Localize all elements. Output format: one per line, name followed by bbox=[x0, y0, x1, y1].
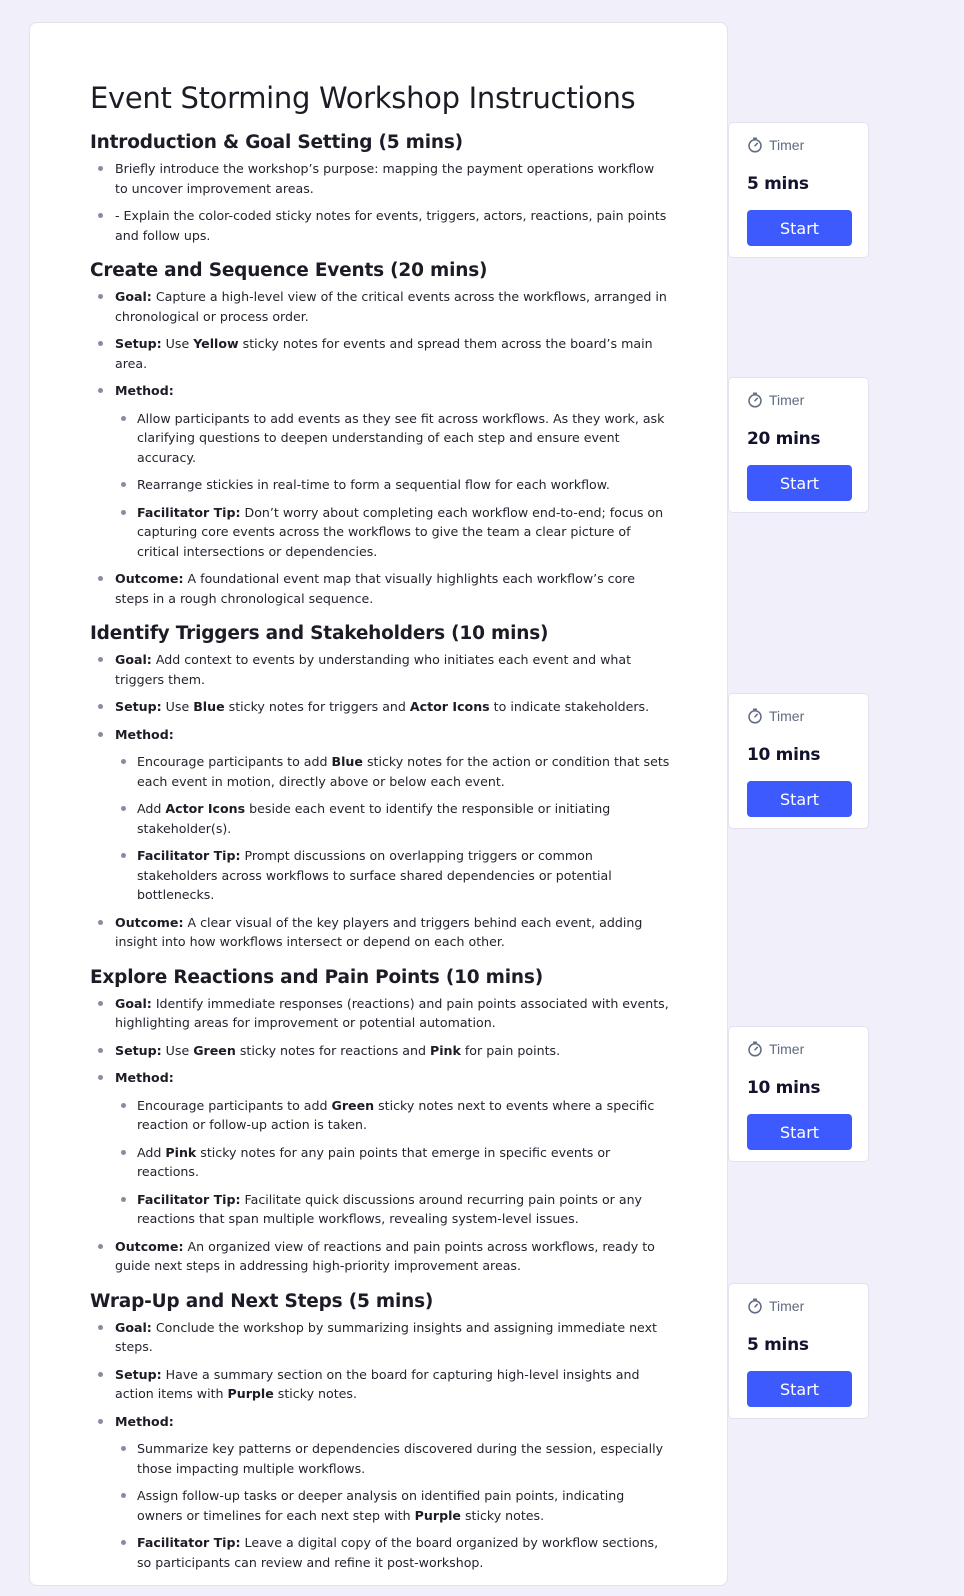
workshop-section bbox=[90, 623, 670, 952]
body-text: Leave a digital copy of the board organized by workflow sections, so participants can review and refine it post-workshop. bbox=[137, 1535, 659, 1570]
emphasis-text: Yellow bbox=[193, 336, 239, 351]
list-item bbox=[90, 206, 670, 245]
body-text: Have a summary section on the board for capturing high-level insights and action items with bbox=[115, 1366, 640, 1401]
method-step bbox=[115, 799, 670, 838]
emphasis-text: Facilitator Tip: bbox=[137, 1535, 241, 1550]
emphasis-text: Green bbox=[331, 1097, 375, 1113]
emphasis-text: Method: bbox=[115, 726, 174, 742]
timer-label: Timer bbox=[769, 708, 805, 724]
stopwatch-icon bbox=[747, 137, 763, 153]
emphasis-text: Method: bbox=[115, 383, 174, 398]
emphasis-text: Setup: bbox=[115, 336, 162, 351]
timer-card bbox=[728, 377, 869, 513]
body-text: Briefly introduce the workshop’s purpose: mapping the payment operations workflow to uncover improvement areas. bbox=[115, 161, 655, 196]
body-text: beside each event to identify the responsible or initiating stakeholder(s). bbox=[137, 801, 611, 836]
start-timer-button[interactable]: Start bbox=[747, 210, 852, 246]
body-text: A foundational event map that visually highlights each workflow’s core steps in a rough chronological sequence. bbox=[115, 571, 635, 606]
body-text: Rearrange stickies in real-time to form a sequential flow for each workflow. bbox=[137, 477, 610, 492]
emphasis-text: Blue bbox=[331, 754, 363, 769]
emphasis-text: Setup: bbox=[115, 1366, 162, 1382]
workshop-section bbox=[90, 1291, 670, 1573]
body-text: Use bbox=[161, 699, 194, 714]
section-heading: Explore Reactions and Pain Points (10 mins) bbox=[90, 966, 543, 988]
body-text: sticky notes for triggers and bbox=[224, 699, 410, 714]
list-item bbox=[90, 334, 670, 373]
method-steps-list bbox=[115, 1096, 670, 1229]
timer-label: Timer bbox=[769, 137, 805, 153]
timer-card bbox=[728, 693, 869, 829]
list-item bbox=[90, 1318, 670, 1357]
timer-label: Timer bbox=[769, 392, 805, 408]
emphasis-text: Goal: bbox=[115, 995, 152, 1011]
method-step bbox=[115, 752, 670, 791]
list-item bbox=[90, 913, 670, 952]
timer-header bbox=[747, 392, 804, 408]
body-text: An organized view of reactions and pain points across workflows, ready to guide next steps in addressing high-priority improvement areas. bbox=[115, 1238, 655, 1273]
method-step bbox=[115, 846, 670, 905]
list-item bbox=[90, 1041, 670, 1061]
body-text: Encourage participants to add bbox=[137, 754, 332, 769]
method-steps-list bbox=[115, 752, 670, 905]
timer-header bbox=[747, 708, 804, 724]
instruction-list bbox=[90, 287, 670, 608]
section-heading: Create and Sequence Events (20 mins) bbox=[90, 260, 488, 281]
emphasis-text: Blue bbox=[193, 699, 225, 714]
method-step bbox=[115, 409, 670, 468]
timer-duration: 20 mins bbox=[747, 429, 821, 449]
method-step bbox=[115, 475, 670, 495]
body-text: sticky notes. bbox=[273, 1386, 357, 1401]
document-content bbox=[90, 81, 670, 1587]
body-text: A clear visual of the key players and triggers behind each event, adding insight into how workflows intersect or depend on each other. bbox=[115, 914, 643, 949]
timer-card bbox=[728, 1026, 869, 1162]
method-step bbox=[115, 1190, 670, 1229]
instruction-list bbox=[90, 650, 670, 952]
body-text: Add bbox=[137, 1144, 166, 1160]
body-text: Encourage participants to add bbox=[137, 1097, 332, 1113]
timer-duration: 5 mins bbox=[747, 1335, 809, 1355]
timer-header bbox=[747, 1041, 804, 1057]
list-item bbox=[90, 1068, 670, 1229]
list-item bbox=[90, 725, 670, 905]
list-item bbox=[90, 569, 670, 608]
list-item bbox=[90, 1365, 670, 1404]
page-title: Event Storming Workshop Instructions bbox=[90, 81, 636, 115]
emphasis-text: Pink bbox=[165, 1144, 197, 1160]
body-text: Conclude the workshop by summarizing insights and assigning immediate next steps. bbox=[115, 1319, 657, 1354]
section-heading: Wrap-Up and Next Steps (5 mins) bbox=[90, 1290, 434, 1312]
method-step bbox=[115, 1439, 670, 1478]
stopwatch-icon bbox=[747, 708, 763, 724]
body-text: sticky notes for the action or condition that sets each event in motion, directly above or below each event. bbox=[137, 754, 670, 789]
emphasis-text: Goal: bbox=[115, 652, 152, 667]
emphasis-text: Actor Icons bbox=[409, 699, 490, 714]
emphasis-text: Method: bbox=[115, 1070, 174, 1085]
method-step bbox=[115, 1533, 670, 1572]
instruction-list bbox=[90, 994, 670, 1276]
body-text: Assign follow-up tasks or deeper analysis on identified pain points, indicating owners or timelines for each next step with bbox=[137, 1488, 625, 1523]
body-text: Add bbox=[137, 801, 166, 816]
body-text: sticky notes for events and spread them across the board’s main area. bbox=[115, 336, 653, 371]
emphasis-text: Purple bbox=[414, 1507, 461, 1523]
workshop-section bbox=[90, 132, 670, 245]
method-steps-list bbox=[115, 1439, 670, 1572]
emphasis-text: Facilitator Tip: bbox=[137, 848, 241, 863]
list-item bbox=[90, 159, 670, 198]
emphasis-text: Method: bbox=[115, 1413, 174, 1429]
body-text: for pain points. bbox=[460, 1042, 561, 1058]
section-heading: Introduction & Goal Setting (5 mins) bbox=[90, 132, 463, 153]
instruction-list bbox=[90, 1318, 670, 1573]
emphasis-text: Actor Icons bbox=[165, 801, 246, 816]
start-timer-button[interactable]: Start bbox=[747, 1114, 852, 1150]
body-text: Capture a high-level view of the critical events across the workflows, arranged in chronological or process order. bbox=[115, 289, 667, 324]
body-text: Use bbox=[161, 1042, 194, 1058]
emphasis-text: Setup: bbox=[115, 1042, 162, 1058]
body-text: Prompt discussions on overlapping triggers or common stakeholders across workflows to surface shared dependencies or potential bottlenecks. bbox=[137, 848, 612, 902]
list-item bbox=[90, 287, 670, 326]
list-item bbox=[90, 1237, 670, 1276]
body-text: Use bbox=[161, 336, 194, 351]
section-heading: Identify Triggers and Stakeholders (10 mins) bbox=[90, 623, 549, 644]
timer-label: Timer bbox=[769, 1041, 805, 1057]
stopwatch-icon bbox=[747, 1041, 763, 1057]
workshop-section bbox=[90, 967, 670, 1276]
instructions-document bbox=[29, 22, 728, 1586]
body-text: - Explain the color-coded sticky notes for events, triggers, actors, reactions, pain points and follow ups. bbox=[115, 208, 667, 243]
body-text: sticky notes for any pain points that emerge in specific events or reactions. bbox=[137, 1144, 611, 1179]
emphasis-text: Purple bbox=[227, 1386, 274, 1401]
emphasis-text: Outcome: bbox=[115, 571, 184, 586]
body-text: sticky notes. bbox=[460, 1507, 545, 1523]
method-step bbox=[115, 1096, 670, 1135]
emphasis-text: Outcome: bbox=[115, 914, 184, 930]
timer-header bbox=[747, 137, 804, 153]
emphasis-text: Facilitator Tip: bbox=[137, 1191, 241, 1207]
start-timer-button[interactable]: Start bbox=[747, 465, 852, 501]
stopwatch-icon bbox=[747, 1298, 763, 1314]
list-item bbox=[90, 1412, 670, 1573]
stopwatch-icon bbox=[747, 392, 763, 408]
method-step bbox=[115, 1143, 670, 1182]
instruction-list bbox=[90, 159, 670, 245]
start-timer-button[interactable]: Start bbox=[747, 1371, 852, 1407]
method-steps-list bbox=[115, 409, 670, 562]
emphasis-text: Setup: bbox=[115, 699, 162, 714]
body-text: to indicate stakeholders. bbox=[489, 699, 650, 714]
emphasis-text: Facilitator Tip: bbox=[137, 504, 241, 520]
body-text: Summarize key patterns or dependencies discovered during the session, especially those impacting multiple workflows. bbox=[137, 1441, 664, 1476]
timer-duration: 5 mins bbox=[747, 174, 809, 194]
list-item bbox=[90, 381, 670, 561]
list-item bbox=[90, 650, 670, 689]
workshop-section bbox=[90, 260, 670, 608]
list-item bbox=[90, 697, 670, 717]
body-text: Add context to events by understanding who initiates each event and what triggers them. bbox=[115, 652, 632, 687]
start-timer-button[interactable]: Start bbox=[747, 781, 852, 817]
emphasis-text: Outcome: bbox=[115, 1238, 184, 1254]
body-text: Identify immediate responses (reactions) and pain points associated with events, highlighting areas for improvement or potential automation. bbox=[115, 995, 669, 1030]
timer-label: Timer bbox=[769, 1298, 805, 1314]
timer-card bbox=[728, 1283, 869, 1419]
emphasis-text: Goal: bbox=[115, 289, 152, 304]
method-step bbox=[115, 1486, 670, 1525]
emphasis-text: Green bbox=[193, 1042, 236, 1058]
body-text: Allow participants to add events as they see fit across workflows. As they work, ask clarifying questions to deepen understanding of each step and ensure event accuracy. bbox=[137, 410, 665, 465]
method-step bbox=[115, 503, 670, 562]
body-text: sticky notes for reactions and bbox=[235, 1042, 430, 1058]
body-text: Facilitate quick discussions around recurring pain points or any reactions that span multiple workflows, revealing system-level issues. bbox=[137, 1191, 642, 1226]
body-text: sticky notes next to events where a specific reaction or follow-up action is taken. bbox=[137, 1097, 655, 1132]
timer-card bbox=[728, 122, 869, 258]
body-text: Don’t worry about completing each workflow end-to-end; focus on capturing core events across the workflows to give the team a clear picture of critical intersections or dependencies. bbox=[137, 504, 664, 559]
timer-header bbox=[747, 1298, 804, 1314]
emphasis-text: Goal: bbox=[115, 1319, 152, 1335]
timer-duration: 10 mins bbox=[747, 745, 821, 765]
list-item bbox=[90, 994, 670, 1033]
sections-container bbox=[90, 132, 670, 1572]
timer-duration: 10 mins bbox=[747, 1078, 821, 1098]
emphasis-text: Pink bbox=[429, 1042, 461, 1058]
